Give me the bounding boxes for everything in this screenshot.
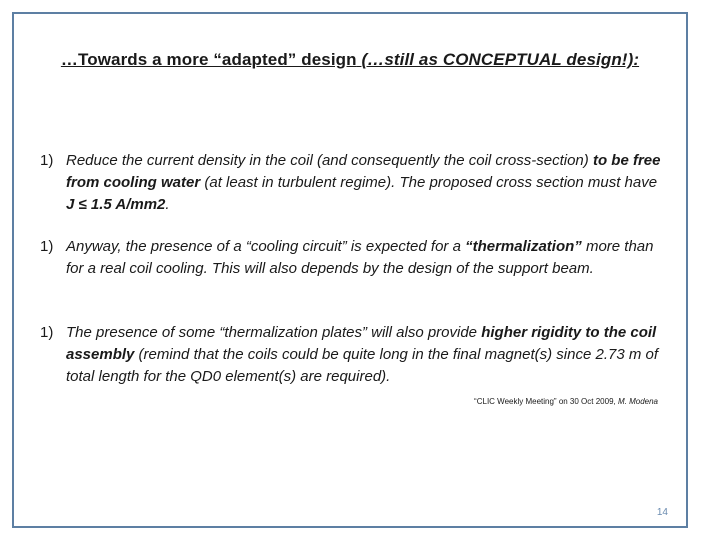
- item-2-text-part: Anyway, the presence of a “cooling circuit” is expected for a: [66, 238, 466, 255]
- title-note: (…still as CONCEPTUAL design!):: [361, 50, 640, 69]
- item-2-emphasis: “thermalization”: [465, 238, 582, 255]
- list-item-number: 1): [40, 152, 54, 169]
- reference-meeting: “CLIC Weekly Meeting” on 30 Oct 2009,: [474, 397, 618, 406]
- item-1-text-part: Reduce the current density in the coil (and consequently the coil cross-section): [66, 152, 593, 169]
- list-item-2: [40, 236, 664, 280]
- item-1-text-part: .: [165, 196, 170, 213]
- reference-author: M. Modena: [617, 397, 658, 406]
- reference-note: [474, 397, 658, 407]
- item-3-text-part: (remind that the coils could be quite long in the final magnet(s) since 2.73 m of total length for the QD0 element(s) are required).: [66, 346, 659, 385]
- list-item-text: [66, 150, 664, 216]
- list-item-3: [40, 322, 664, 388]
- item-3-text-part: The presence of some “thermalization plates” will also provide: [66, 324, 482, 341]
- item-1-emphasis: J ≤ 1.5 A/mm2: [66, 196, 166, 213]
- list-item-1: [40, 150, 664, 216]
- list-item-number: 1): [40, 324, 54, 341]
- list-item-number: 1): [40, 238, 54, 255]
- list-item-text: [66, 322, 664, 388]
- title-lead: …Towards a more “adapted” design: [60, 50, 357, 69]
- slide-frame: [12, 12, 688, 528]
- slide-title: [14, 50, 686, 70]
- list-item-text: [66, 236, 664, 280]
- item-2-text-part: more than for a real coil cooling. This will also depends by the design of the support beam.: [66, 238, 654, 277]
- item-1-emphasis: to be free from cooling water: [66, 152, 661, 191]
- page-number: 14: [656, 507, 668, 518]
- item-3-emphasis: higher rigidity to the coil assembly: [66, 324, 657, 363]
- item-1-text-part: (at least in turbulent regime). The proposed cross section must have: [200, 174, 658, 191]
